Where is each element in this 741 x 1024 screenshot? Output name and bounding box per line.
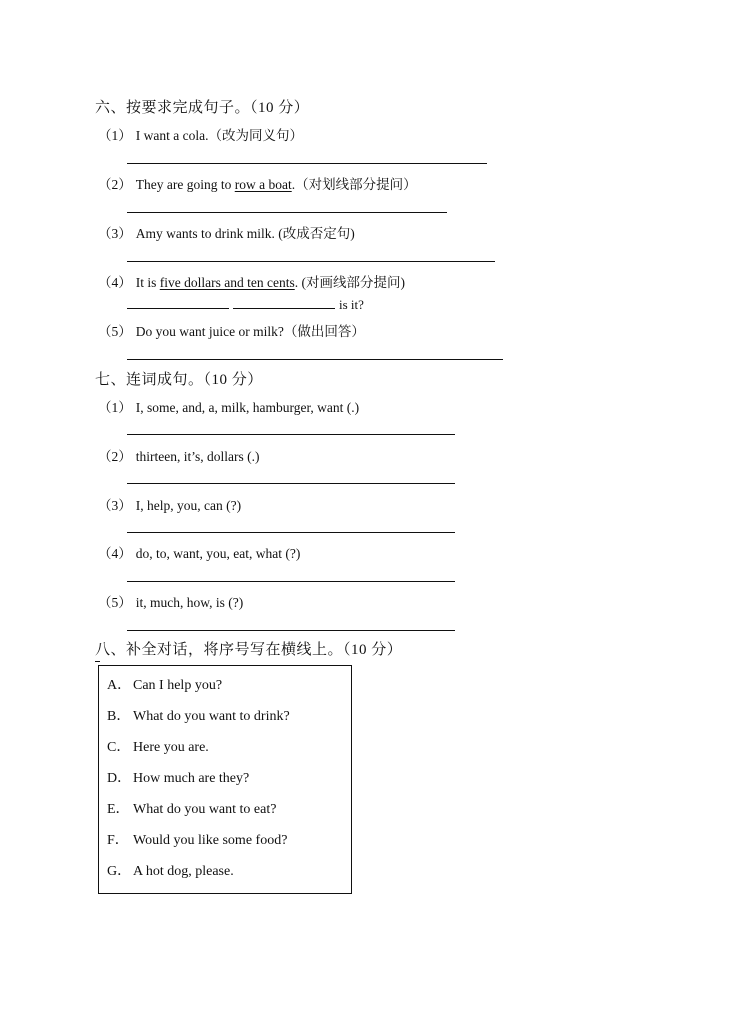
section-6-title: 六、按要求完成句子。（10 分） [95, 100, 310, 116]
option-d [107, 767, 249, 787]
question-7-5 [98, 591, 243, 611]
options-box [98, 665, 352, 894]
section-8-title: 八、补全对话，将序号写在横线上。（10 分） [95, 642, 403, 658]
option-text: Can I help you? [133, 678, 223, 693]
question-7-3 [98, 494, 241, 514]
question-text: it, much, how, is (?) [135, 595, 244, 610]
question-text-post: . [291, 177, 296, 192]
corner-mark [95, 661, 100, 662]
option-letter: E． [107, 802, 130, 817]
question-number: （3） [98, 498, 132, 513]
option-letter: G． [107, 864, 132, 879]
option-text: What do you want to drink? [133, 709, 290, 724]
option-b [107, 705, 290, 725]
answer-line-7-3[interactable] [127, 532, 455, 533]
question-7-2 [98, 445, 259, 465]
option-letter: A． [107, 678, 132, 693]
question-6-5 [98, 320, 365, 340]
question-number: （5） [98, 324, 132, 339]
answer-blank-6-4-b[interactable] [233, 296, 335, 309]
option-text: What do you want to eat? [133, 802, 277, 817]
option-letter: C． [107, 740, 131, 755]
question-number: （1） [98, 128, 132, 143]
question-text: I want a cola. [135, 128, 209, 143]
question-text: I, some, and, a, milk, hamburger, want (.) [135, 400, 360, 415]
question-text: Do you want juice or milk? [135, 324, 284, 339]
answer-line-7-4[interactable] [127, 581, 455, 582]
underlined-phrase: row a boat [234, 177, 292, 192]
option-text: A hot dog, please. [133, 864, 234, 879]
question-6-4 [98, 271, 405, 291]
question-number: （4） [98, 275, 132, 290]
question-6-2 [98, 173, 417, 193]
option-c [107, 736, 209, 756]
question-number: （1） [98, 400, 132, 415]
answer-blank-6-4-a[interactable] [127, 296, 229, 309]
question-6-4-answer-row [127, 296, 364, 313]
question-text: Amy wants to drink milk. [135, 226, 275, 241]
option-text: How much are they? [133, 771, 250, 786]
section-7-title: 七、连词成句。（10 分） [95, 372, 263, 388]
question-text-post: . [294, 275, 299, 290]
question-7-1 [98, 396, 359, 416]
question-hint: （改为同义句） [208, 128, 303, 143]
question-6-3 [98, 222, 355, 242]
question-text: thirteen, it’s, dollars (.) [135, 449, 260, 464]
question-number: （5） [98, 595, 132, 610]
option-text: Here you are. [133, 740, 209, 755]
answer-line-7-2[interactable] [127, 483, 455, 484]
answer-line-6-3[interactable] [127, 261, 495, 262]
option-letter: B． [107, 709, 131, 724]
question-number: （3） [98, 226, 132, 241]
underlined-phrase: five dollars and ten cents [159, 275, 295, 290]
option-a [107, 674, 222, 694]
answer-line-7-1[interactable] [127, 434, 455, 435]
question-number: （4） [98, 546, 132, 561]
question-hint: （做出回答） [283, 324, 365, 339]
question-number: （2） [98, 177, 132, 192]
question-hint: (改成否定句) [274, 226, 355, 241]
answer-line-6-1[interactable] [127, 163, 487, 164]
question-text: I, help, you, can (?) [135, 498, 242, 513]
question-hint: （对划线部分提问） [295, 177, 417, 192]
question-number: （2） [98, 449, 132, 464]
answer-line-6-2[interactable] [127, 212, 447, 213]
option-letter: D． [107, 771, 132, 786]
question-text: do, to, want, you, eat, what (?) [135, 546, 301, 561]
option-g [107, 860, 234, 880]
answer-tail: is it? [339, 297, 364, 312]
question-6-1 [98, 124, 303, 144]
answer-line-6-5[interactable] [127, 359, 503, 360]
option-e [107, 798, 276, 818]
question-7-4 [98, 542, 300, 562]
answer-line-7-5[interactable] [127, 630, 455, 631]
question-hint: (对画线部分提问) [298, 275, 405, 290]
option-text: Would you like some food? [133, 833, 288, 848]
option-f [107, 829, 287, 849]
question-text-pre: It is [135, 275, 160, 290]
question-text-pre: They are going to [135, 177, 235, 192]
option-letter: F． [107, 833, 129, 848]
